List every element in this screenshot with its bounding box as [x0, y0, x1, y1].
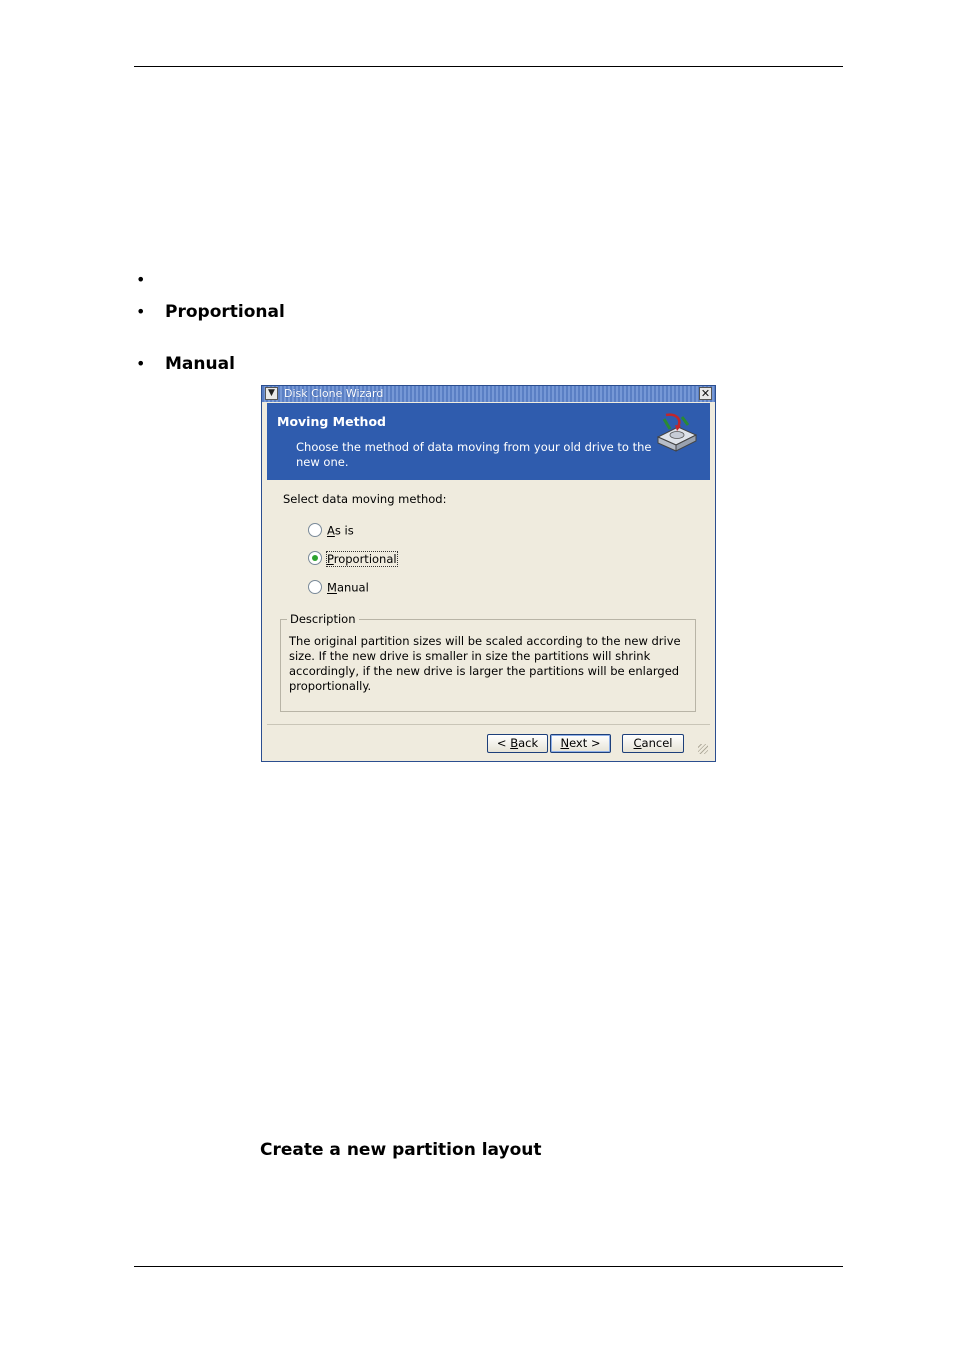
radio-circle-checked[interactable]: [308, 551, 322, 565]
wizard-header: [267, 403, 710, 480]
disk-clone-wizard-dialog: [261, 385, 716, 762]
bullet-label: Manual: [165, 354, 235, 374]
title-bar[interactable]: [262, 386, 715, 402]
close-button[interactable]: [699, 387, 712, 400]
footer-rule: [134, 1266, 843, 1267]
radio-label: Manual: [327, 580, 369, 595]
wizard-step-description: Choose the method of data moving from your old drive to the new one.: [296, 440, 652, 469]
description-legend: Description: [287, 612, 359, 626]
bullet-dot: •: [136, 302, 146, 321]
radio-proportional[interactable]: [308, 551, 397, 566]
chevron-down-icon: ▼: [268, 388, 275, 398]
radio-manual[interactable]: [308, 580, 369, 595]
window-title: Disk Clone Wizard: [284, 387, 384, 400]
button-separator: [267, 724, 710, 725]
header-rule: [134, 66, 843, 67]
description-group: [280, 612, 696, 712]
bullet-dot: •: [136, 354, 146, 373]
cancel-button[interactable]: Cancel: [622, 734, 684, 753]
radio-circle[interactable]: [308, 580, 322, 594]
method-prompt: Select data moving method:: [283, 492, 447, 506]
radio-as-is[interactable]: [308, 523, 354, 538]
radio-circle[interactable]: [308, 523, 322, 537]
disk-clone-icon: [652, 409, 700, 457]
window-menu-button[interactable]: [265, 387, 278, 400]
resize-grip-icon[interactable]: [698, 744, 708, 754]
wizard-step-title: Moving Method: [277, 414, 386, 429]
radio-label: Proportional: [327, 551, 397, 566]
bullet-dot: •: [136, 270, 146, 289]
wizard-body: [267, 480, 710, 756]
bullet-label: Proportional: [165, 302, 285, 322]
next-button[interactable]: Next >: [550, 734, 611, 753]
radio-label: As is: [327, 523, 354, 538]
back-button[interactable]: < Back: [487, 734, 548, 753]
section-subheading: Create a new partition layout: [260, 1140, 542, 1160]
close-icon: ✕: [700, 387, 711, 400]
description-text: The original partition sizes will be scaled according to the new drive size. If the new drive is smaller in size the partitions will shrink accordingly, if the new drive is larger the partitions will be enlarged proportionally.: [289, 634, 681, 693]
